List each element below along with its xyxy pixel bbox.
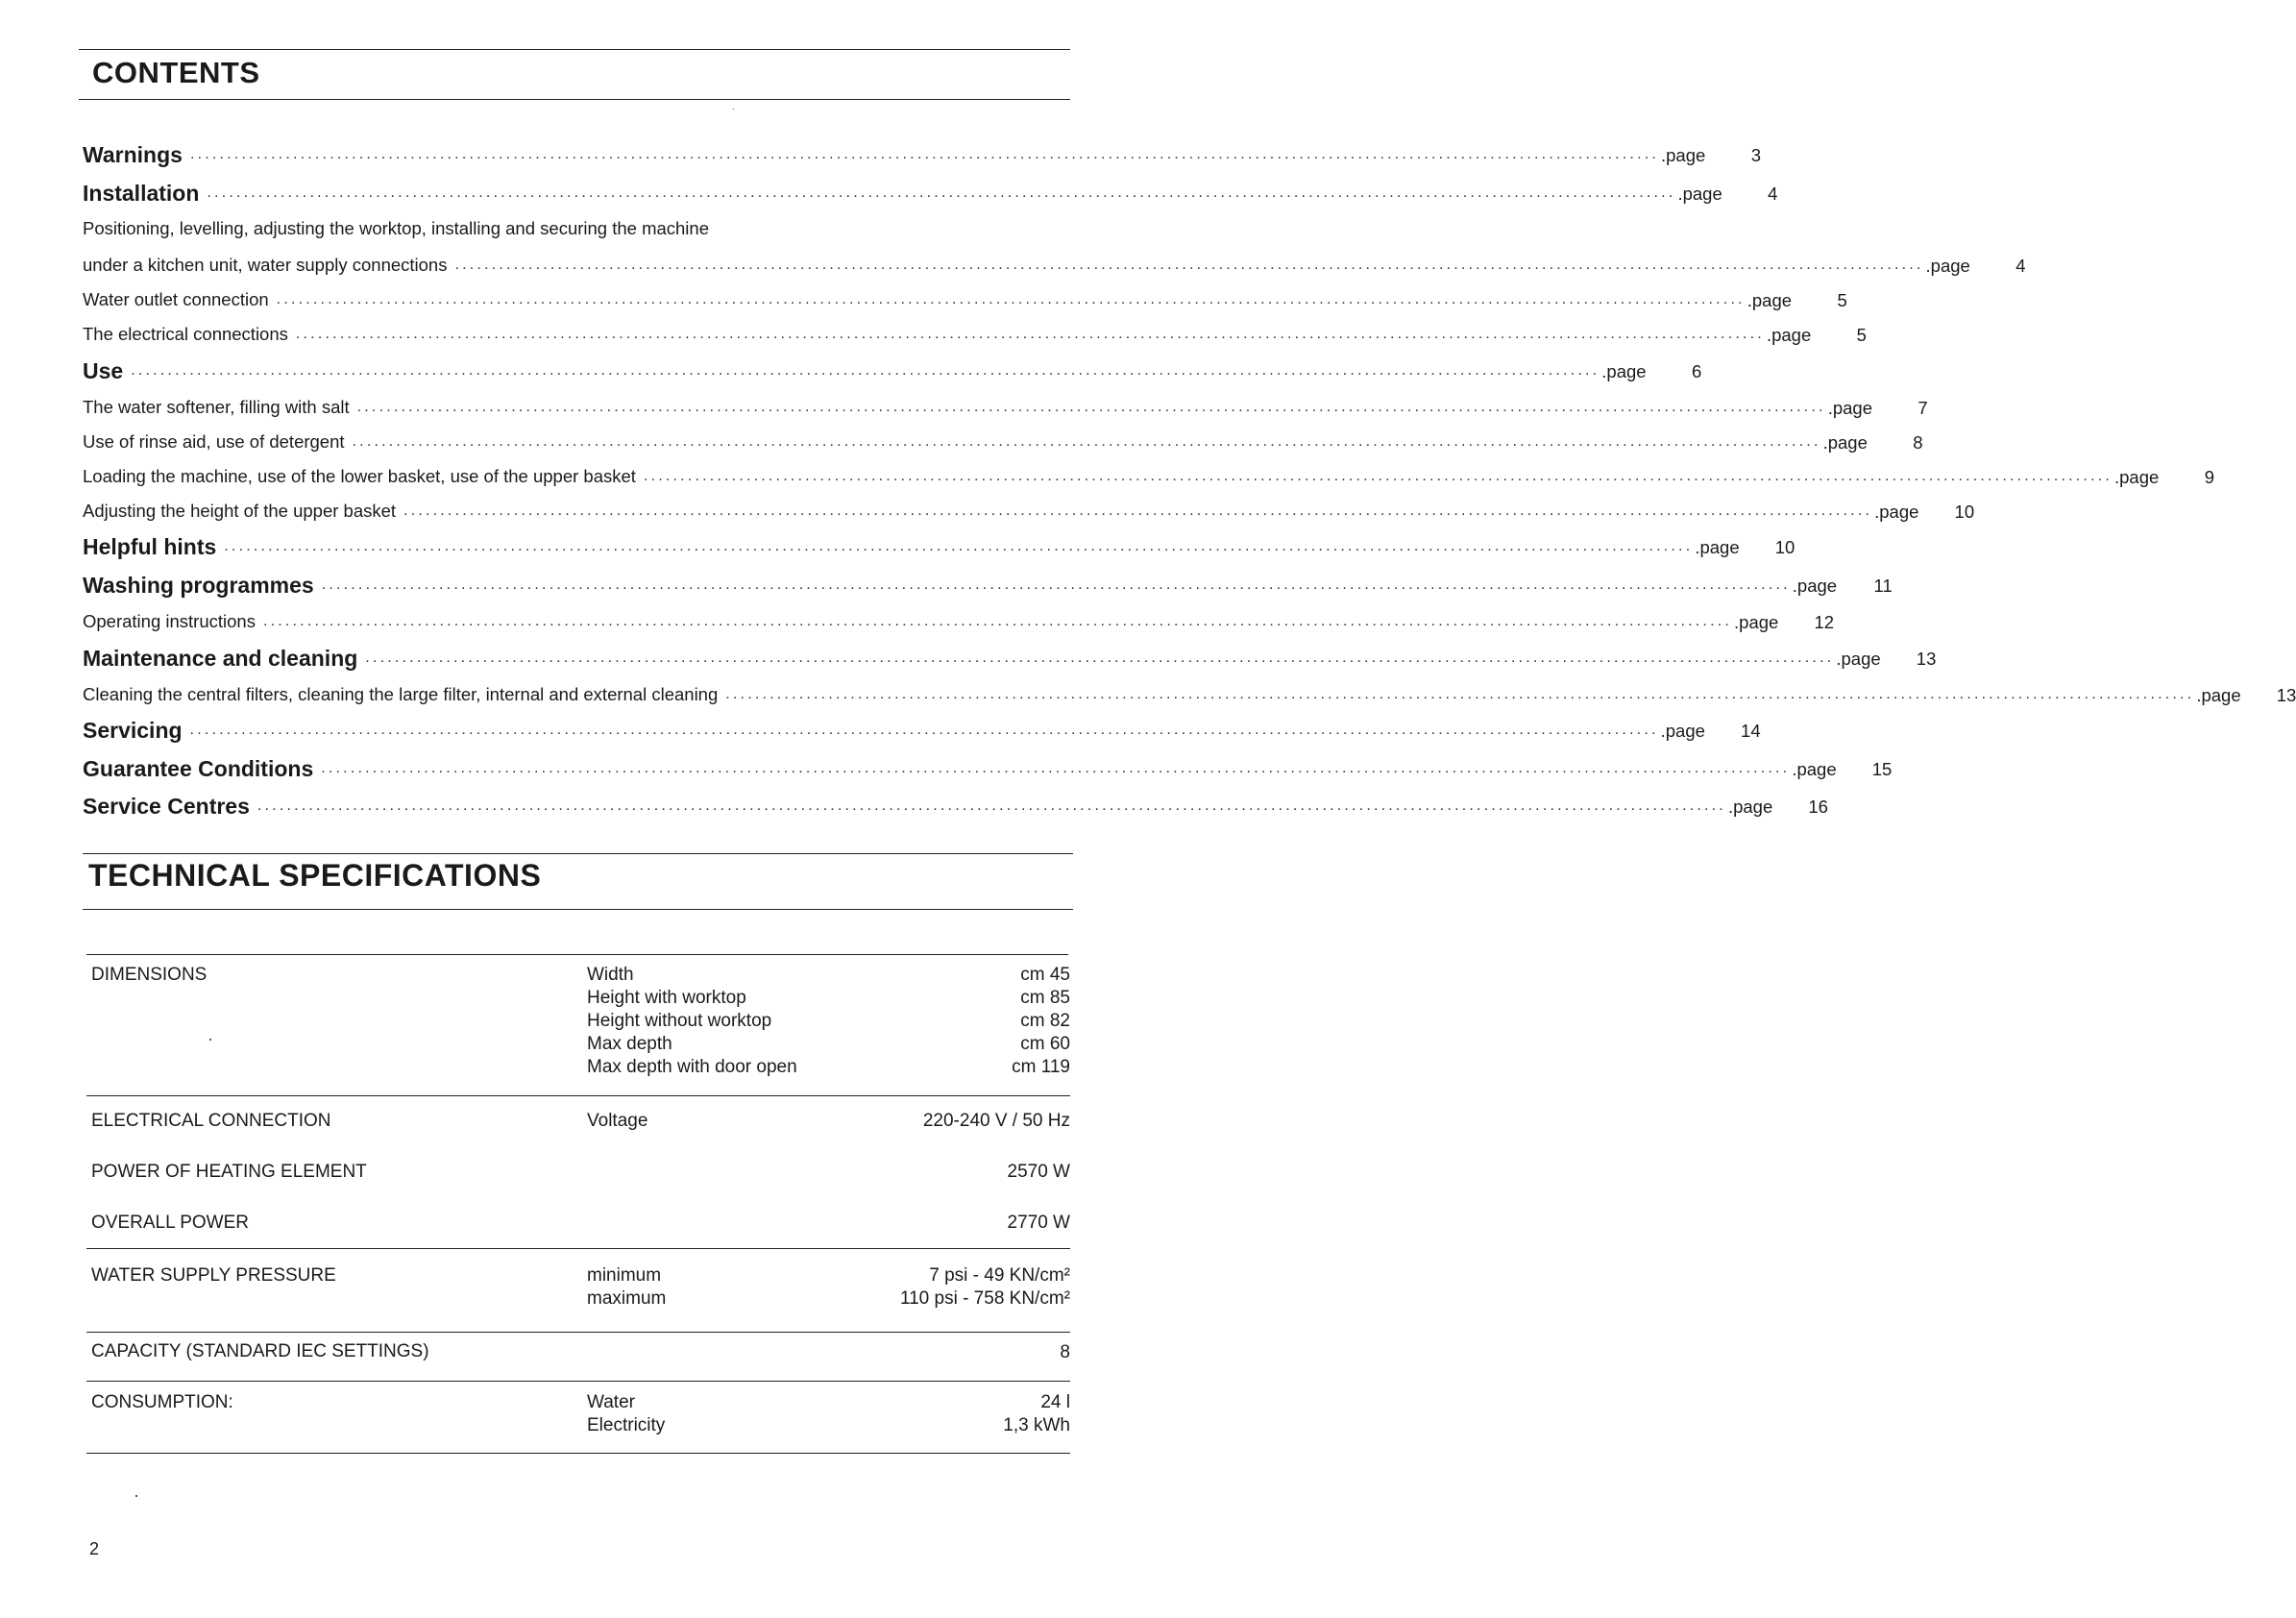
dimensions-width-value: cm 45 (1020, 965, 1070, 985)
dimensions-height-with-worktop-label: Height with worktop (587, 988, 746, 1008)
voltage-label: Voltage (587, 1111, 648, 1131)
toc-entry-title: Helpful hints (83, 534, 217, 559)
toc-page-number: 13 (1916, 649, 1937, 669)
toc-entry-title: Washing programmes (83, 573, 314, 598)
toc-page-number: 10 (1774, 537, 1795, 557)
water-pressure-min-label: minimum (587, 1265, 662, 1286)
toc-page-word: .page (1677, 184, 1722, 204)
dimensions-max-depth-door-open-label: Max depth with door open (587, 1057, 797, 1077)
toc-entry (83, 496, 1975, 523)
heating-element-value: 2570 W (1007, 1162, 1070, 1182)
dimensions-label: DIMENSIONS (91, 965, 208, 985)
contents-underline (79, 99, 1070, 100)
toc-page-word: .page (1925, 256, 1970, 276)
toc-entry-title: The electrical connections (83, 324, 288, 344)
spec-divider (86, 1381, 1070, 1382)
toc-page-word: .page (2196, 685, 2241, 705)
tech-title-underline (83, 909, 1073, 910)
toc-page-word: .page (1827, 398, 1872, 418)
consumption-electricity-label: Electricity (587, 1415, 666, 1435)
spec-divider (86, 1332, 1070, 1333)
toc-entry-title: Use of rinse aid, use of detergent (83, 431, 345, 452)
toc-page-word: .page (1792, 576, 1838, 596)
toc-page-number: 12 (1814, 612, 1835, 632)
toc-entry-title: Maintenance and cleaning (83, 646, 358, 671)
toc-page-number: 8 (1913, 432, 1923, 453)
toc-page-word: .page (2114, 467, 2160, 487)
consumption-water-value: 24 l (1040, 1392, 1070, 1412)
toc-leader-dots: ........................................................................................................................................................................................................ (356, 399, 1826, 415)
capacity-label: CAPACITY (STANDARD IEC SETTINGS) (91, 1341, 429, 1361)
toc-page-word: .page (1695, 537, 1740, 557)
toc-entry (83, 355, 1702, 383)
toc-leader-dots: ........................................................................................................................................................................................................ (321, 760, 1791, 776)
toc-entry-title: Use (83, 358, 124, 383)
toc-leader-dots: ........................................................................................................................................................................................................ (725, 686, 2195, 702)
toc-entry (83, 178, 1778, 206)
toc-leader-dots: ........................................................................................................................................................................................................ (352, 433, 1821, 450)
dimensions-max-depth-door-open-value: cm 119 (1012, 1057, 1070, 1077)
toc-entry-title: Service Centres (83, 794, 250, 819)
toc-entry-title: The water softener, filling with salt (83, 397, 350, 417)
electrical-connection-label: ELECTRICAL CONNECTION (91, 1111, 331, 1131)
toc-leader-dots: ........................................................................................................................................................................................................ (207, 184, 1676, 201)
dimensions-height-with-worktop-value: cm 85 (1020, 988, 1070, 1008)
toc-page-number: 3 (1750, 145, 1761, 165)
toc-leader-dots: ........................................................................................................................................................................................................ (295, 326, 1765, 342)
toc-page-number: 4 (2015, 256, 2026, 276)
spec-table-top-rule (86, 954, 1068, 955)
toc-leader-dots: ........................................................................................................................................................................................................ (403, 503, 1873, 519)
spec-divider (86, 1095, 1070, 1096)
toc-leader-dots: ........................................................................................................................................................................................................ (643, 468, 2113, 484)
dimensions-width-label: Width (587, 965, 634, 985)
dimensions-max-depth-label: Max depth (587, 1034, 672, 1054)
toc-page-number: 9 (2204, 467, 2214, 487)
toc-entry (83, 319, 1867, 346)
toc-page-number: 10 (1954, 502, 1975, 522)
heating-element-label: POWER OF HEATING ELEMENT (91, 1162, 367, 1182)
overall-power-label: OVERALL POWER (91, 1213, 250, 1233)
water-pressure-max-label: maximum (587, 1288, 667, 1309)
toc-leader-dots: ........................................................................................................................................................................................................ (454, 257, 1924, 273)
toc-entry (83, 427, 1923, 454)
toc-page-number: 11 (1873, 576, 1893, 596)
toc-entry (83, 139, 1761, 167)
dimensions-height-without-worktop-label: Height without worktop (587, 1011, 772, 1031)
toc-leader-dots: ........................................................................................................................................................................................................ (262, 613, 1733, 629)
toc-text: Positioning, levelling, adjusting the worktop, installing and securing the machine (83, 218, 709, 238)
toc-page-number: 5 (1837, 290, 1847, 310)
toc-leader-dots: ........................................................................................................................................................................................................ (224, 538, 1694, 554)
toc-entry (83, 392, 1928, 419)
toc-entry (83, 643, 1937, 671)
consumption-electricity-value: 1,3 kWh (1003, 1415, 1070, 1435)
toc-page-number: 4 (1768, 184, 1778, 204)
toc-entry-title: Water outlet connection (83, 289, 269, 309)
spec-divider (86, 1248, 1070, 1249)
contents-title: CONTENTS (92, 56, 260, 89)
page-number: 2 (89, 1539, 100, 1558)
toc-page-word: .page (1601, 361, 1647, 381)
capacity-value: 8 (1060, 1342, 1070, 1362)
toc-page-word: .page (1822, 432, 1868, 453)
toc-leader-dots: ........................................................................................................................................................................................................ (131, 362, 1600, 379)
toc-page-word: .page (1660, 721, 1705, 741)
toc-leader-dots: ........................................................................................................................................................................................................ (189, 146, 1659, 162)
top-rule (79, 49, 1070, 50)
toc-entry (83, 570, 1893, 598)
water-pressure-max-value: 110 psi - 758 KN/cm² (899, 1288, 1070, 1309)
water-pressure-label: WATER SUPPLY PRESSURE (91, 1265, 336, 1286)
toc-entry-title: Operating instructions (83, 611, 256, 631)
toc-page-number: 13 (2276, 685, 2296, 705)
toc-entry-title: Cleaning the central filters, cleaning the large filter, internal and external cleaning (83, 684, 719, 704)
spec-table-bottom-rule (86, 1453, 1070, 1454)
toc-entry-title: Warnings (83, 142, 183, 167)
toc-page-word: .page (1874, 502, 1919, 522)
toc-leader-dots: ........................................................................................................................................................................................................ (256, 797, 1726, 814)
toc-leader-dots: ........................................................................................................................................................................................................ (189, 722, 1659, 738)
overall-power-value: 2770 W (1007, 1213, 1070, 1233)
toc-entry (83, 791, 1828, 819)
toc-entry-title: Servicing (83, 718, 183, 743)
dimensions-height-without-worktop-value: cm 82 (1020, 1011, 1070, 1031)
consumption-water-label: Water (587, 1392, 635, 1412)
toc-page-word: .page (1836, 649, 1881, 669)
scan-speck (209, 1039, 211, 1041)
toc-entry-title: Adjusting the height of the upper basket (83, 501, 397, 521)
toc-entry (83, 715, 1761, 743)
tech-specs-title: TECHNICAL SPECIFICATIONS (88, 858, 542, 893)
scan-speck (733, 109, 734, 110)
toc-entry-title: Loading the machine, use of the lower basket, use of the upper basket (83, 466, 636, 486)
toc-page-number: 15 (1871, 759, 1893, 779)
water-pressure-min-value: 7 psi - 49 KN/cm² (929, 1265, 1070, 1286)
toc-entry (83, 284, 1847, 311)
toc-page-number: 6 (1691, 361, 1702, 381)
toc-page-number: 16 (1808, 797, 1828, 817)
scan-speck (135, 1495, 137, 1497)
toc-leader-dots: ........................................................................................................................................................................................................ (321, 576, 1791, 593)
tech-top-rule (83, 853, 1073, 854)
toc-entry (83, 606, 1835, 633)
toc-entry (83, 531, 1795, 559)
toc-page-word: .page (1792, 759, 1837, 779)
toc-entry-title: Installation (83, 181, 200, 206)
toc-entry (83, 679, 2296, 706)
toc-leader-dots: ........................................................................................................................................................................................................ (276, 291, 1746, 307)
toc-entry (83, 250, 2026, 277)
toc-entry (83, 461, 2214, 488)
toc-leader-dots: ........................................................................................................................................................................................................ (365, 650, 1835, 666)
consumption-label: CONSUMPTION: (91, 1392, 233, 1412)
toc-entry-title: under a kitchen unit, water supply connections (83, 255, 448, 275)
toc-page-word: .page (1746, 290, 1793, 310)
dimensions-max-depth-value: cm 60 (1020, 1034, 1070, 1054)
toc-page-number: 14 (1741, 721, 1761, 741)
toc-page-word: .page (1734, 612, 1779, 632)
toc-entry (83, 753, 1893, 781)
voltage-value: 220-240 V / 50 Hz (922, 1111, 1070, 1131)
toc-page-word: .page (1661, 145, 1706, 165)
toc-page-number: 7 (1917, 398, 1928, 418)
toc-page-number: 5 (1856, 325, 1867, 345)
toc-page-word: .page (1727, 797, 1773, 817)
toc-entry-title: Guarantee Conditions (83, 756, 314, 781)
toc-page-word: .page (1766, 325, 1812, 345)
